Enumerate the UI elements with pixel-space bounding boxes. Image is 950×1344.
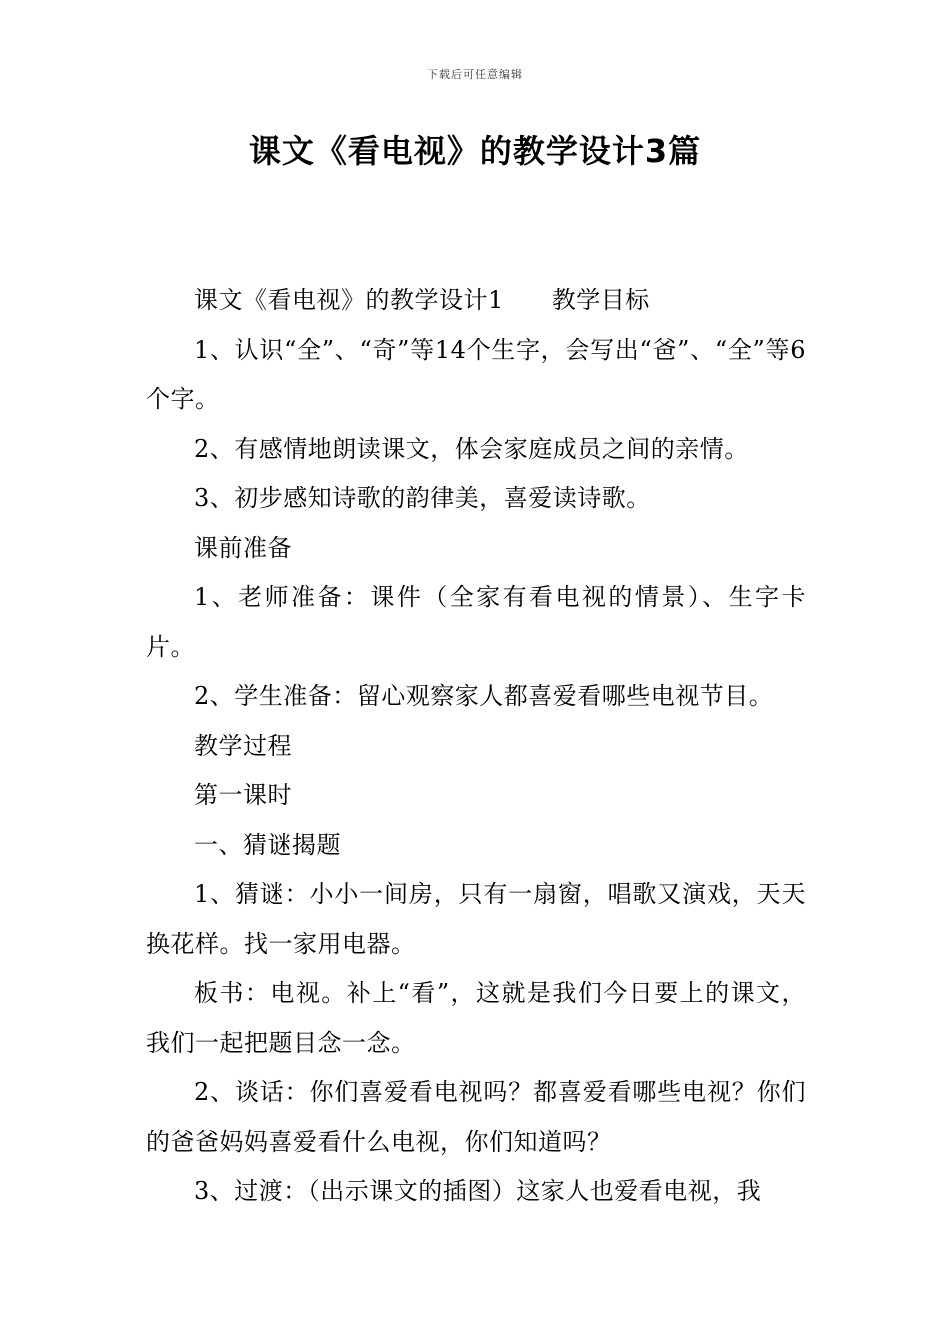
heading-left: 课文《看电视》的教学设计1 [194,286,504,314]
paragraph-heading [146,276,806,326]
paragraph: 第一课时 [194,781,292,809]
paragraph: 3、初步感知诗歌的韵律美，喜爱读诗歌。 [194,484,651,512]
header-note: 下载后可任意编辑 [427,68,523,81]
paragraph: 2、谈话：你们喜爱看电视吗？都喜爱看哪些电视？你们的爸爸妈妈喜爱看什么电视，你们知道吗？ [146,1078,806,1156]
paragraph: 1、老师准备：课件（全家有看电视的情景）、生字卡片。 [146,583,806,661]
heading-right: 教学目标 [551,286,650,314]
document-body [146,276,806,1217]
paragraph: 2、学生准备：留心观察家人都喜爱看哪些电视节目。 [194,682,774,710]
paragraph: 2、有感情地朗读课文，体会家庭成员之间的亲情。 [194,434,749,463]
paragraph: 1、猜谜：小小一间房，只有一扇窗，唱歌又演戏，天天换花样。找一家用电器。 [146,880,806,958]
paragraph: 1、认识“全”、“奇”等14个生字，会写出“爸”、“全”等6个字。 [146,335,806,413]
paragraph: 课前准备 [194,533,292,562]
paragraph: 板书：电视。补上“看”，这就是我们今日要上的课文，我们一起把题目念一念。 [146,979,806,1057]
document-title: 课文《看电视》的教学设计3篇 [248,132,702,170]
paragraph: 教学过程 [194,731,292,760]
paragraph: 3、过渡：（出示课文的插图）这家人也爱看电视，我 [194,1177,762,1205]
paragraph: 一、猜谜揭题 [194,830,341,859]
